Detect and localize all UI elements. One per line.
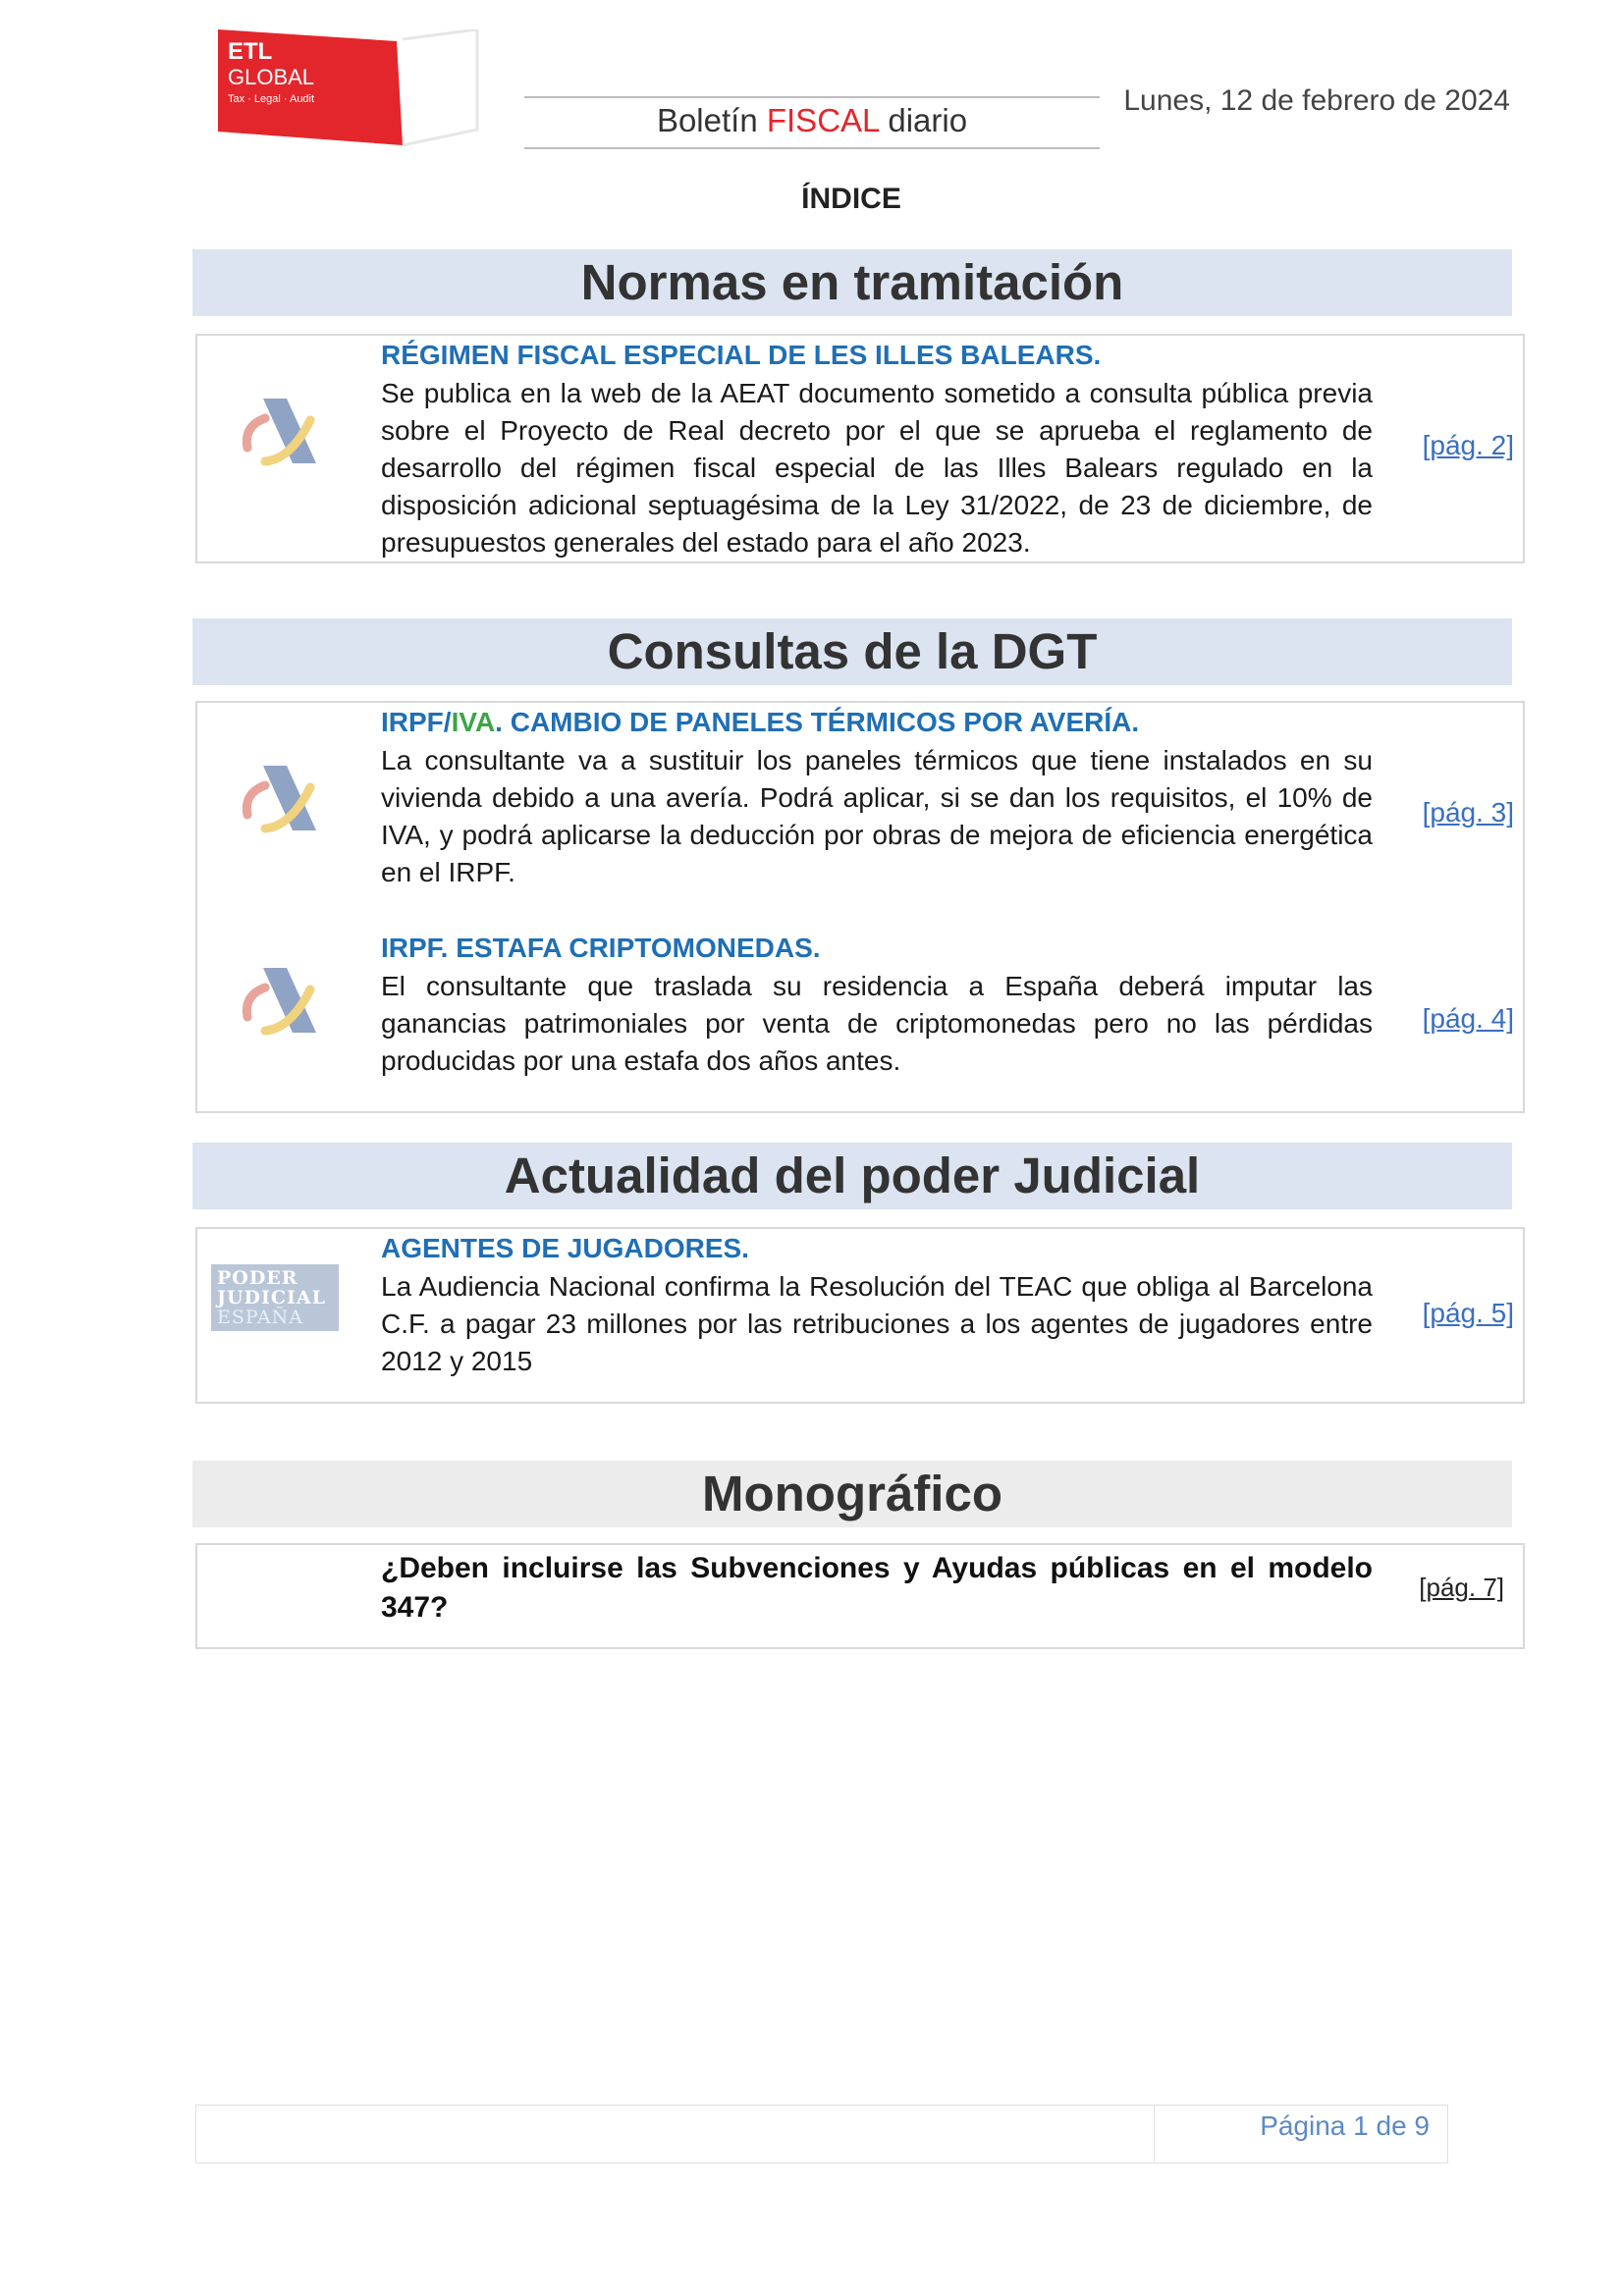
page-link-4[interactable]: [pág. 4] bbox=[1422, 1003, 1514, 1034]
header-rule-top bbox=[524, 96, 1100, 98]
entry-body-paneles: La consultante va a sustituir los paneles térmicos que tiene instalados en su vivienda debido a una avería. Podrá aplicar, si se dan los requisitos, el 10% de IVA, y podrá aplicarse la deducción por obras de mejora de eficiencia energética en el IRPF. bbox=[381, 745, 1373, 887]
section-header-normas: Normas en tramitación bbox=[192, 249, 1512, 316]
aeat-logo-icon bbox=[226, 391, 334, 469]
entry-title-cripto: IRPF. ESTAFA CRIPTOMONEDAS. bbox=[381, 933, 821, 963]
pj-logo-line1: PODER bbox=[217, 1267, 298, 1289]
entry-title-paneles: IRPF/IVA. CAMBIO DE PANELES TÉRMICOS POR AVERÍA. bbox=[381, 707, 1140, 737]
aeat-logo-icon bbox=[226, 758, 334, 836]
entry-body-agentes: La Audiencia Nacional confirma la Resolución del TEAC que obliga al Barcelona C.F. a pagar 23 millones por las retribuciones a los agentes de jugadores entre 2012 y 2015 bbox=[381, 1271, 1373, 1376]
poder-judicial-logo-icon bbox=[211, 1264, 339, 1331]
entry-body-baleares: Se publica en la web de la AEAT documento sometido a consulta pública previa sobre el Proyecto de Real decreto por el que se aprueba el reglamento de desarrollo del régimen fiscal especial de las Illes Balears regulado en la disposición adicional septuagésima de la Ley 31/2022, de 23 de diciembre, de presupuestos generales del estado para el año 2023. bbox=[381, 378, 1373, 558]
section-header-dgt: Consultas de la DGT bbox=[192, 618, 1512, 685]
page-link-7[interactable]: [pág. 7] bbox=[1419, 1573, 1504, 1602]
entry-title-baleares: RÉGIMEN FISCAL ESPECIAL DE LES ILLES BALEARS. bbox=[381, 340, 1102, 370]
page-link-2[interactable]: [pág. 2] bbox=[1422, 430, 1514, 460]
monografico-question: ¿Deben incluirse las Subvenciones y Ayudas públicas en el modelo 347? bbox=[381, 1552, 1373, 1624]
logo-text-global: GLOBAL bbox=[228, 65, 315, 89]
section-header-monografico: Monográfico bbox=[192, 1461, 1512, 1527]
etl-global-logo bbox=[218, 29, 483, 147]
entry-body-cripto: El consultante que traslada su residencia a España deberá imputar las ganancias patrimoniales por venta de criptomonedas pero no las pérdidas producidas por una estafa dos años antes. bbox=[381, 971, 1373, 1076]
page-link-5[interactable]: [pág. 5] bbox=[1422, 1298, 1514, 1328]
footer-divider bbox=[1154, 2105, 1155, 2163]
pj-logo-line3: ESPAÑA bbox=[217, 1307, 303, 1328]
aeat-logo-icon bbox=[226, 960, 334, 1039]
entry-title-agentes: AGENTES DE JUGADORES. bbox=[381, 1233, 749, 1263]
logo-text-etl: ETL bbox=[228, 38, 273, 65]
pj-logo-line2: JUDICIAL bbox=[217, 1287, 327, 1308]
section-header-judicial: Actualidad del poder Judicial bbox=[192, 1143, 1512, 1209]
logo-text-tagline: Tax · Legal · Audit bbox=[228, 93, 315, 105]
header-rule-bottom bbox=[524, 147, 1100, 149]
bulletin-date: Lunes, 12 de febrero de 2024 bbox=[1123, 84, 1510, 117]
bulletin-title: Boletín FISCAL diario bbox=[656, 102, 968, 138]
page-number: Página 1 de 9 bbox=[1260, 2110, 1430, 2141]
index-title: ÍNDICE bbox=[801, 183, 901, 215]
page-link-3[interactable]: [pág. 3] bbox=[1422, 797, 1514, 828]
